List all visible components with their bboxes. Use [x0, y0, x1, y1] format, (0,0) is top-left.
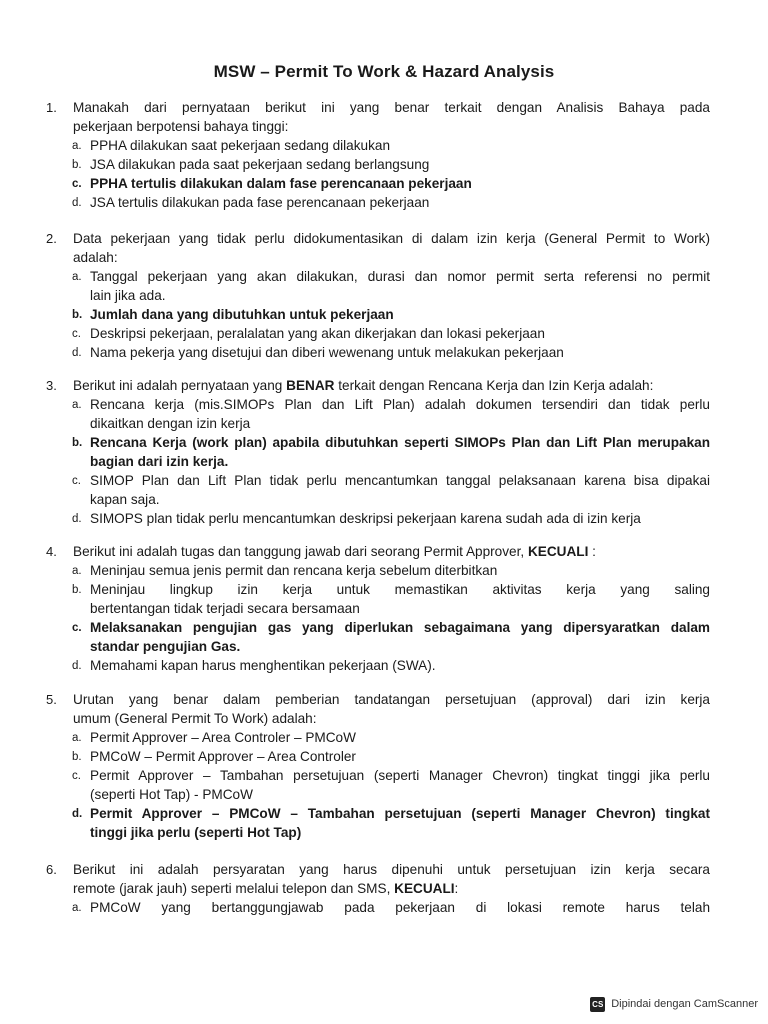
question-text: Manakah dari pernyataan berikut ini yang benar terkait dengan Analisis Bahaya pada [73, 100, 710, 115]
option-1b: b. JSA dilakukan pada saat pekerjaan sedang berlangsung [72, 157, 430, 172]
question-4 [0, 542, 768, 675]
document-title: MSW – Permit To Work & Hazard Analysis [213, 62, 555, 81]
question-number: 2. [46, 231, 57, 246]
question-number: 5. [46, 692, 57, 707]
option-4a: a. Meninjau semua jenis permit dan rencana kerja sebelum diterbitkan [72, 563, 498, 578]
option-3c: c. SIMOP Plan dan Lift Plan tidak perlu mencantumkan tanggal pelaksanaan karena bisa dipakai kapan saja. [72, 473, 710, 507]
camscanner-text: Dipindai dengan CamScanner [611, 998, 758, 1010]
option-5d-answer: d. Permit Approver – PMCoW – Tambahan persetujuan (seperti Manager Chevron) tingkat tinggi jika perlu (seperti Hot Tap) [72, 806, 710, 840]
option-4b: b. Meninjau lingkup izin kerja untuk memastikan aktivitas kerja yang saling bertentangan tidak terjadi secara bersamaan [72, 582, 710, 616]
question-1 [0, 98, 768, 212]
question-text: Berikut ini adalah tugas dan tanggung jawab dari seorang Permit Approver, KECUALI : [73, 544, 596, 559]
question-2 [0, 229, 768, 362]
question-text-cont: adalah: [73, 250, 118, 265]
question-number: 1. [46, 100, 57, 115]
option-1a: a. PPHA dilakukan saat pekerjaan sedang dilakukan [72, 138, 391, 153]
question-6 [0, 860, 768, 917]
question-5 [0, 690, 768, 842]
question-number: 3. [46, 378, 57, 393]
option-2d: d. Nama pekerja yang disetujui dan diberi wewenang untuk melakukan pekerjaan [72, 345, 564, 360]
question-number: 4. [46, 544, 57, 559]
question-text: Urutan yang benar dalam pemberian tandatangan persetujuan (approval) dari izin kerja [73, 692, 710, 707]
option-1c-answer: c. PPHA tertulis dilakukan dalam fase perencanaan pekerjaan [72, 176, 472, 191]
question-text: Berikut ini adalah persyaratan yang harus dipenuhi untuk persetujuan izin kerja secara [73, 862, 710, 877]
camscanner-watermark [590, 994, 758, 1014]
question-text: Berikut ini adalah pernyataan yang BENAR terkait dengan Rencana Kerja dan Izin Kerja adalah: [73, 378, 654, 393]
option-6a: a. PMCoW yang bertanggungjawab pada pekerjaan di lokasi remote harus telah [72, 900, 710, 915]
question-text-cont: remote (jarak jauh) seperti melalui telepon dan SMS, KECUALI: [73, 881, 459, 896]
option-2c: c. Deskripsi pekerjaan, peralalatan yang akan dikerjakan dan lokasi pekerjaan [72, 326, 545, 341]
question-number: 6. [46, 862, 57, 877]
question-text: Data pekerjaan yang tidak perlu didokumentasikan di dalam izin kerja (General Permit to Work) [73, 231, 710, 246]
question-3 [0, 376, 768, 528]
option-5b: b. PMCoW – Permit Approver – Area Controler [72, 749, 356, 764]
option-2a: a. Tanggal pekerjaan yang akan dilakukan, durasi dan nomor permit serta referensi no permit lain jika ada. [72, 269, 710, 303]
question-text-cont: pekerjaan berpotensi bahaya tinggi: [73, 119, 289, 134]
option-3d: d. SIMOPS plan tidak perlu mencantumkan deskripsi pekerjaan karena sudah ada di izin kerja [72, 511, 641, 526]
option-3b-answer: b. Rencana Kerja (work plan) apabila dibutuhkan seperti SIMOPs Plan dan Lift Plan merupakan bagian dari izin kerja. [72, 435, 710, 469]
option-5a: a. Permit Approver – Area Controler – PMCoW [72, 730, 356, 745]
question-text-cont: umum (General Permit To Work) adalah: [73, 711, 317, 726]
option-5c: c. Permit Approver – Tambahan persetujuan (seperti Manager Chevron) tingkat tinggi jika perlu (seperti Hot Tap) - PMCoW [72, 768, 710, 802]
option-3a: a. Rencana kerja (mis.SIMOPs Plan dan Lift Plan) adalah dokumen tersendiri dan tidak perlu dikaitkan dengan izin kerja [72, 397, 710, 431]
option-4c-answer: c. Melaksanakan pengujian gas yang diperlukan sebagaimana yang dipersyaratkan dalam standar pengujian Gas. [72, 620, 710, 654]
option-2b-answer: b. Jumlah dana yang dibutuhkan untuk pekerjaan [72, 307, 394, 322]
camscanner-logo-icon: CS [590, 997, 605, 1012]
option-4d: d. Memahami kapan harus menghentikan pekerjaan (SWA). [72, 658, 436, 673]
option-1d: d. JSA tertulis dilakukan pada fase perencanaan pekerjaan [72, 195, 430, 210]
